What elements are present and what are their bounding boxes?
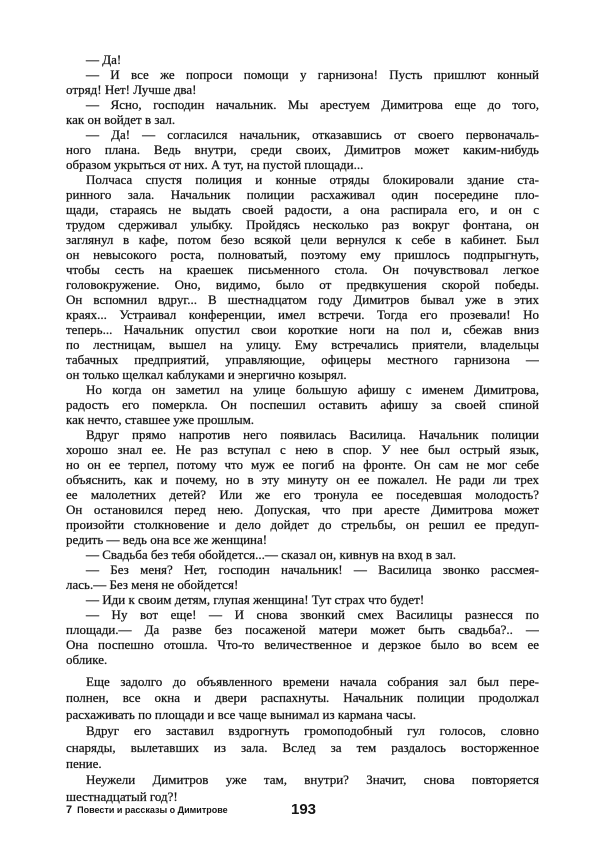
text-line: отряд! Нет! Лучше два!: [66, 82, 197, 97]
text-line: он невысокого роста, полноватый, поэтому ему пришлось подпрыгнуть,: [66, 247, 539, 262]
signature-number: 7: [66, 804, 73, 816]
text-line: редить — ведь она все же женщина!: [66, 532, 268, 547]
text-line: Полчаса спустя полиция и конные отряды блокировали здание ста-: [86, 172, 539, 187]
paragraph: [66, 547, 539, 562]
paragraph: [66, 52, 539, 67]
text-line: — Ну вот еще! — И снова звонкий смех Василицы разнесся по: [86, 607, 539, 622]
paragraph: [66, 723, 539, 772]
text-line: Еще задолго до объявленного времени начала собрания зал был пере-: [86, 674, 539, 689]
text-line: Неужели Димитров уже там, внутри? Значит, снова повторяется: [86, 772, 539, 788]
text-line: краях... Устраивал конференции, имел встречи. Тогда его прозевали! Но: [66, 307, 539, 322]
paragraph: [66, 172, 539, 382]
text-line: радость его померкла. Он поспешил оставить афишу за своей спиной: [66, 397, 539, 412]
text-line: облике.: [66, 652, 108, 667]
book-signature: [66, 803, 228, 817]
text-line: — Свадьба без тебя обойдется...— сказал он, кивнув на вход в зал.: [86, 547, 456, 562]
paragraph: [66, 562, 539, 592]
text-line: шестнадцатый год?!: [66, 788, 178, 804]
paragraph: [66, 97, 539, 127]
text-line: но он ее терпел, потому что муж ее погиб на фронте. Он сам не мог себе: [66, 457, 539, 472]
text-line: объяснить, как и почему, но в эту минуту он ее пожалел. Не ради ли трех: [66, 472, 539, 487]
text-line: — Иди к своим детям, глупая женщина! Тут страх что будет!: [86, 592, 425, 607]
text-line: табачных предприятий, управляющие, офицеры местного гарнизона —: [66, 352, 539, 367]
paragraph: [66, 427, 539, 547]
text-section-2: [66, 674, 539, 805]
text-line: — Да!: [86, 52, 122, 67]
text-line: Она поспешно отошла. Что-то величественное и дерзкое было во всем ее: [66, 637, 539, 652]
paragraph: [66, 127, 539, 172]
text-line: как нечто, ставшее уже прошлым.: [66, 412, 255, 427]
text-line: — Да! — согласился начальник, отказавшись от своего первоначаль-: [86, 127, 539, 142]
text-line: хорошо знал ее. Не раз вступал с нею в спор. У нее был острый язык,: [66, 442, 539, 457]
text-line: снаряды, вылетавших из зала. Вслед за тем раздалось восторженное: [66, 739, 539, 755]
text-line: ринного зала. Начальник полиции расхаживал один посередине пло-: [66, 187, 539, 202]
text-line: ее малолетних детей? Или же его тронула ее поседевшая молодость?: [66, 487, 539, 502]
page-footer: [66, 800, 539, 820]
text-line: образом укрыться от них. А тут, на пустой площади...: [66, 157, 364, 172]
paragraph: [66, 674, 539, 723]
text-line: — Ясно, господин начальник. Мы арестуем Димитрова еще до того,: [86, 97, 539, 112]
paragraph: [66, 382, 539, 427]
text-line: теперь... Начальник опустил свои короткие ноги на пол и, сбежав вниз: [66, 322, 539, 337]
page-number: 193: [291, 801, 317, 818]
text-line: лась.— Без меня не обойдется!: [66, 577, 239, 592]
paragraph: [66, 592, 539, 607]
text-line: Он остановился перед нею. Допуская, что при аресте Димитрова может: [66, 502, 539, 517]
text-line: как он войдет в зал.: [66, 112, 176, 127]
text-line: — Без меня? Нет, господин начальник! — Василица звонко рассмея-: [86, 562, 539, 577]
text-line: ного плана. Ведь внутри, среди своих, Димитров может каким-нибудь: [66, 142, 539, 157]
paragraph: [66, 67, 539, 97]
text-line: по лестницам, вышел на улицу. Ему встречались приятели, владельцы: [66, 337, 539, 352]
text-line: он только щелкал каблуками и энергично козырял.: [66, 367, 347, 382]
paragraph: [66, 607, 539, 667]
text-line: Но когда он заметил на улице большую афишу с именем Димитрова,: [86, 382, 539, 397]
text-line: чтобы сесть на краешек письменного стола. Он почувствовал легкое: [66, 262, 539, 277]
text-line: головокружение. Оно, видимо, было от предвкушения скорой победы.: [66, 277, 539, 292]
text-line: площади.— Да разве без посаженой матери может быть свадьба?.. —: [66, 622, 539, 637]
text-line: Он вспомнил вдруг... В шестнадцатом году Димитров бывал уже в этих: [66, 292, 539, 307]
text-line: расхаживать по площади и все чаще вынимал из кармана часы.: [66, 706, 417, 722]
text-line: Вдруг прямо напротив него появилась Василица. Начальник полиции: [86, 427, 539, 442]
text-line: щади, стараясь не выдать своей радости, а она распирала его, и он с: [66, 202, 539, 217]
text-line: трудом сдерживал улыбку. Пройдясь несколько раз вокруг фонтана, он: [66, 217, 539, 232]
text-section-1: [66, 52, 539, 667]
text-line: пение.: [66, 755, 102, 771]
text-line: полнен, все окна и двери распахнуты. Начальник полиции продолжал: [66, 690, 539, 706]
text-line: — И все же попроси помощи у гарнизона! Пусть пришлют конный: [86, 67, 539, 82]
text-line: Вдруг его заставил вздрогнуть громоподобный гул голосов, словно: [86, 723, 539, 739]
text-line: заглянул в кафе, потом безо всякой цели вернулся к себе в кабинет. Был: [66, 232, 539, 247]
text-line: произойти столкновение и дело дойдет до стрельбы, он решил ее предуп-: [66, 517, 539, 532]
book-title: Повести и рассказы о Димитрове: [77, 805, 228, 815]
